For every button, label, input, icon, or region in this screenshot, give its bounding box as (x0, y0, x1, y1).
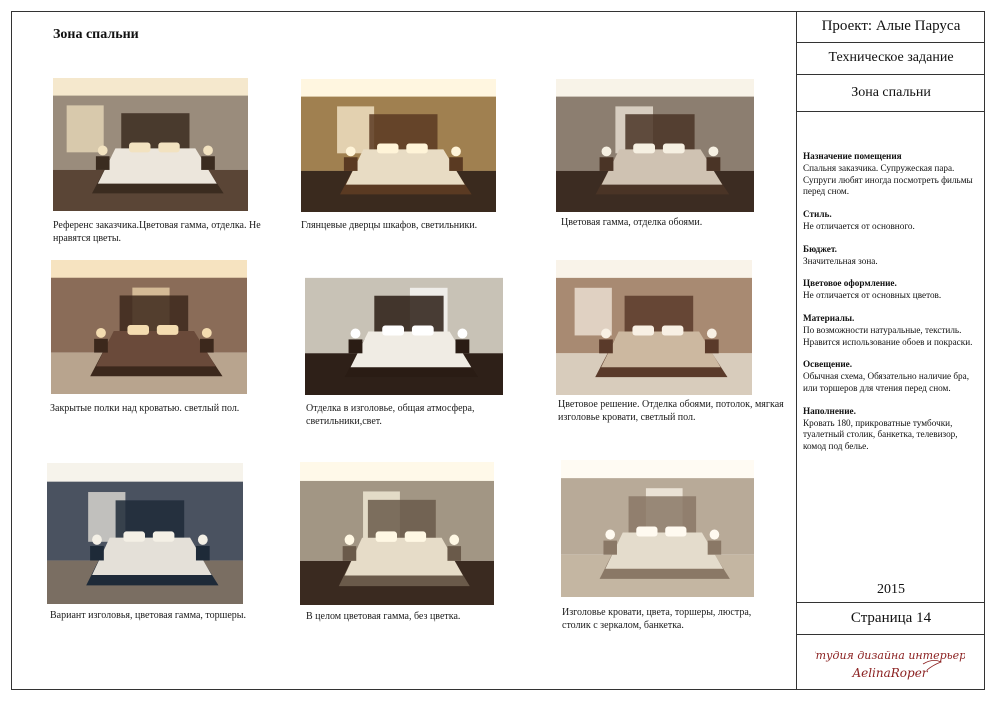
page-title: Зона спальни (53, 27, 139, 42)
spec-block (803, 359, 979, 394)
spec-text: Обычная схема, Обязательно наличие бра, или торшеров для чтения перед сном. (803, 371, 970, 393)
bedroom-photo-9 (561, 460, 754, 597)
spec-text: Не отличается от основного. (803, 220, 915, 231)
photo-caption-5: Отделка в изголовье, общая атмосфера, светильники,свет. (306, 403, 475, 427)
project-name: Проект: Алые Паруса (797, 11, 985, 43)
spec-block (803, 209, 979, 233)
spec-text: Спальня заказчика. Супружеская пара. Супруги любят иногда посмотреть фильмы перед сном. (803, 162, 973, 197)
spec-block (803, 151, 979, 198)
bedroom-photo-6 (556, 260, 752, 395)
spec-text: Кровать 180, прикроватные тумбочки, туалетный столик, банкетка, телевизор, комод под белье. (803, 417, 958, 452)
studio-signature (815, 639, 965, 685)
photo-caption-9: Изголовье кровати, цвета, торшеры, люстра, столик с зеркалом, банкетка. (562, 607, 752, 631)
spec-block (803, 278, 979, 302)
photo-caption-2: Глянцевые дверцы шкафов, светильники. (301, 220, 478, 231)
photo-caption-3: Цветовая гамма, отделка обоями. (561, 217, 703, 228)
zone-name: Зона спальни (797, 74, 985, 112)
bedroom-photo-1 (53, 78, 248, 211)
svg-text:Студия дизайна интерьера: Студия дизайна интерьера (815, 649, 965, 662)
spec-heading: Назначение помещения (803, 151, 902, 161)
photo-caption-7: Вариант изголовья, цветовая гамма, торшеры. (50, 610, 246, 621)
spec-heading: Материалы. (803, 312, 855, 323)
bedroom-photo-2 (301, 79, 496, 212)
spec-heading: Цветовое оформление. (803, 278, 897, 289)
document-type: Техническое задание (797, 42, 985, 75)
spec-block (803, 244, 979, 268)
spec-heading: Наполнение. (803, 405, 856, 416)
spec-heading: Стиль. (803, 209, 832, 220)
spec-heading: Освещение. (803, 359, 853, 370)
photo-caption-8: В целом цветовая гамма, без цветка. (306, 611, 461, 622)
photo-caption-4: Закрытые полки над кроватью. светлый пол. (50, 403, 240, 414)
photo-caption-1: Референс заказчика.Цветовая гамма, отделка. Не нравятся цветы. (53, 220, 261, 244)
spec-text: По возможности натуральные, текстиль. Нравится использование обоев и покраски. (803, 324, 973, 347)
bedroom-photo-4 (51, 260, 247, 394)
bedroom-photo-5 (305, 260, 503, 395)
svg-text:AelinaRoper: AelinaRoper (852, 666, 928, 680)
photo-caption-6: Цветовое решение. Отделка обоями, потолок, мягкая изголовье кровати, светлый пол. (558, 399, 784, 423)
bedroom-photo-3 (556, 79, 754, 212)
year: 2015 (877, 582, 905, 597)
spec-heading: Бюджет. (803, 243, 837, 254)
bedroom-photo-8 (300, 462, 494, 605)
project-sidebar (796, 11, 985, 690)
spec-block (803, 313, 979, 348)
bedroom-photo-7 (47, 463, 243, 604)
page-number: Страница 14 (797, 602, 985, 635)
spec-text: Значительная зона. (803, 255, 878, 266)
spec-text: Не отличается от основных цветов. (803, 290, 942, 301)
specification-list (803, 151, 979, 464)
spec-block (803, 406, 979, 453)
